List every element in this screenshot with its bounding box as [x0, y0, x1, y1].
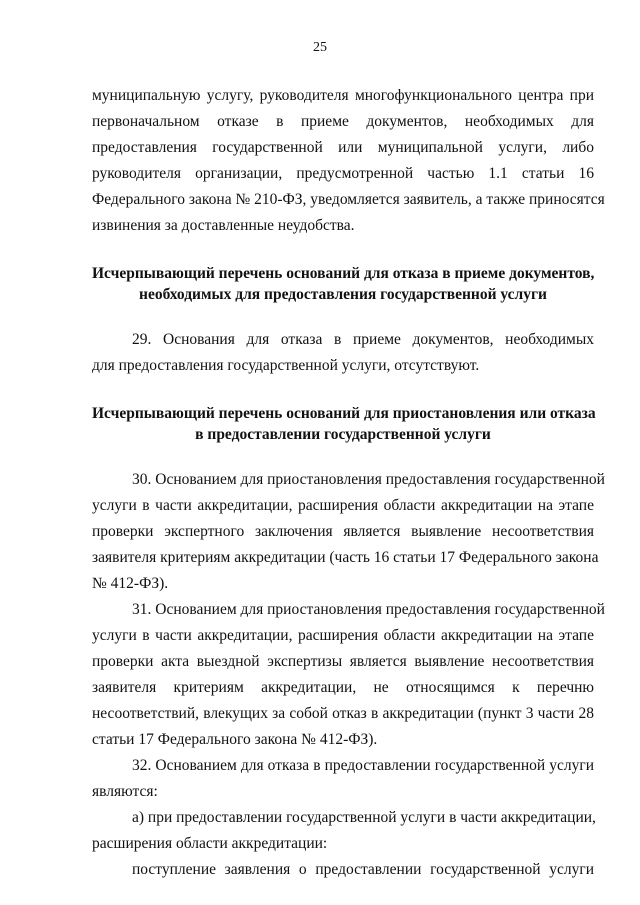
text-line: руководителя организации, предусмотренной частью 1.1 статьи 16 — [92, 165, 594, 182]
paragraph-32a — [92, 805, 594, 857]
text-line: несоответствий, влекущих за собой отказ в аккредитации (пункт 3 части 28 — [92, 705, 594, 722]
text-line: проверки акта выездной экспертизы является выявление несоответствия — [92, 653, 594, 670]
heading-line: Исчерпывающий перечень оснований для приостановления или отказа — [92, 405, 596, 422]
text-line: для предоставления государственной услуги, отсутствуют. — [92, 357, 480, 374]
paragraph-29 — [92, 327, 594, 379]
paragraph-32 — [92, 753, 594, 805]
heading-line: Исчерпывающий перечень оснований для отказа в приеме документов, — [92, 265, 595, 282]
document-body — [92, 83, 605, 883]
text-line: 29. Основания для отказа в приеме документов, необходимых — [132, 331, 594, 348]
paragraph-32a-item — [92, 857, 594, 883]
text-line: заявителя критериям аккредитации, не относящимся к перечню — [92, 679, 594, 696]
intro-paragraph — [92, 83, 605, 239]
section-heading-document-refusal — [92, 263, 594, 305]
text-line: муниципальную услугу, руководителя многофункционального центра при — [92, 87, 594, 104]
text-line: заявителя критериям аккредитации (часть 16 статьи 17 Федерального закона — [92, 549, 599, 566]
text-line: 30. Основанием для приостановления предоставления государственной — [132, 471, 605, 488]
text-line: извинения за доставленные неудобства. — [92, 217, 355, 234]
heading-line: необходимых для предоставления государственной услуги — [139, 286, 547, 303]
text-line: услуги в части аккредитации, расширения области аккредитации на этапе — [92, 627, 594, 644]
text-line: проверки экспертного заключения является выявление несоответствия — [92, 523, 594, 540]
paragraph-30 — [92, 467, 605, 597]
heading-line: в предоставлении государственной услуги — [195, 426, 491, 443]
text-line: первоначальном отказе в приеме документов, необходимых для — [92, 113, 594, 130]
page-number: 25 — [313, 40, 327, 55]
text-line: услуги в части аккредитации, расширения области аккредитации на этапе — [92, 497, 594, 514]
paragraph-31 — [92, 597, 605, 753]
text-line: Федерального закона № 210-ФЗ, уведомляется заявитель, а также приносятся — [92, 191, 605, 208]
section-heading-suspension-refusal — [92, 403, 594, 445]
text-line: предоставления государственной или муниципальной услуги, либо — [92, 139, 594, 156]
text-line: 31. Основанием для приостановления предоставления государственной — [132, 601, 605, 618]
text-line: № 412-ФЗ). — [92, 575, 169, 592]
text-line: поступление заявления о предоставлении государственной услуги — [132, 861, 594, 878]
text-line: являются: — [92, 783, 158, 800]
text-line: расширения области аккредитации: — [92, 835, 328, 852]
text-line: статьи 17 Федерального закона № 412-ФЗ). — [92, 731, 378, 748]
text-line: а) при предоставлении государственной услуги в части аккредитации, — [132, 809, 596, 826]
text-line: 32. Основанием для отказа в предоставлении государственной услуги — [132, 757, 594, 774]
